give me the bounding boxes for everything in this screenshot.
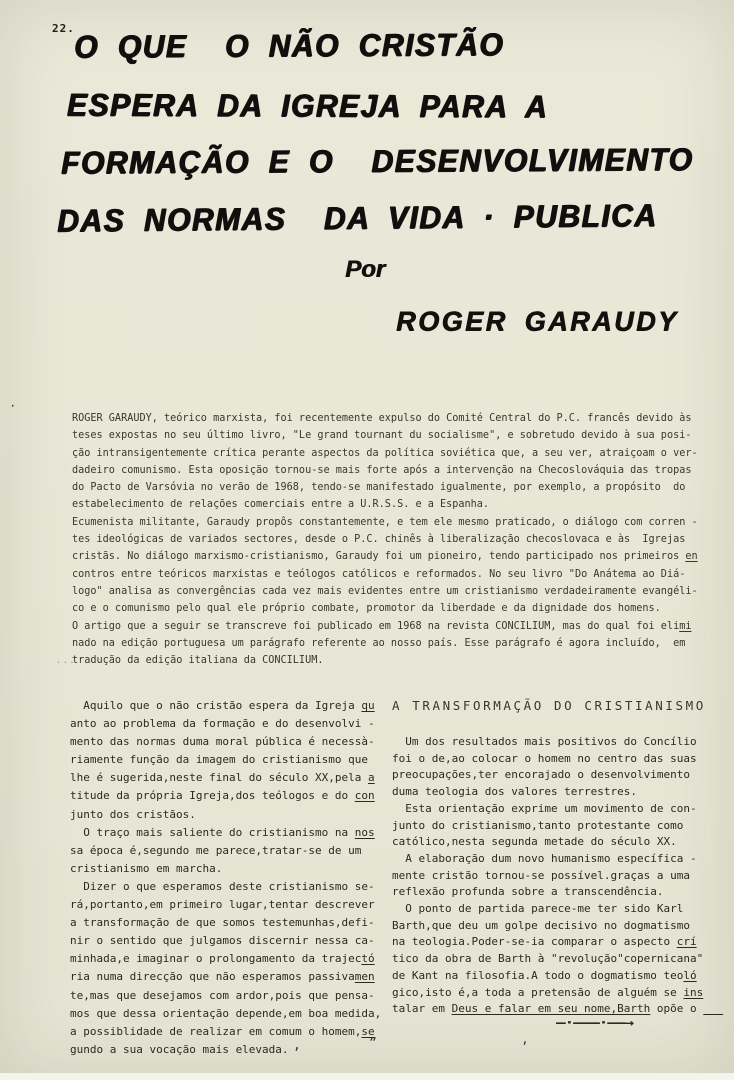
dashed-arrow-icon: —·———·——→ [556,1016,633,1031]
title-line-3: FORMAÇÃO E O DESENVOLVIMENTO [61,142,694,181]
text-line: logo" analisa as convergências cada vez mais evidentes entre um cristianismo verdadeiramente evangéli- [72,585,698,597]
body-column-left [70,697,385,1059]
text-line: ROGER GARAUDY, teórico marxista, foi recentemente expulso do Comité Central do P.C. francês devido às [72,413,692,424]
text-line: duma teologia dos valores terrestres. [392,785,638,799]
author-bio-paragraph [72,410,717,669]
text-line: nado na edição portuguesa um parágrafo referente ao nosso país. Esse parágrafo é agora incluído, em [72,637,686,649]
text-line: dadeiro comunismo. Esta oposição tornou-se mais forte após a intervenção na Checoslováquia das tropas [72,464,692,476]
text-line: junto do cristianismo,tanto protestante como [392,818,684,832]
text-line: a transformação de que somos testemunhas,defi- [70,916,375,930]
author-name: ROGER GARAUDY [396,305,679,337]
text-line: tes ideológicas de variados sectores, desde o P.C. chinês à liberalização checoslovaca e às Igrejas [72,534,686,546]
text-line: minhada,e imaginar o prolongamento da trajectó [70,952,375,966]
text-line: na teologia.Poder-se-ia comparar o aspecto crí [392,935,697,949]
text-line: contros entre teóricos marxistas e teólogos católicos e reformados. No seu livro "Do Anátema ao Diá- [72,568,686,580]
text-line: rá,portanto,em primeiro lugar,tentar descrever [70,898,375,912]
text-line: O ponto de partida parece-me ter sido Karl [392,902,684,916]
title-line-2: ESPERA DA IGREJA PARA A [66,88,549,125]
text-line: de Kant na filosofia.A todo o dogmatismo teoló [392,968,697,982]
text-line: mos que dessa orientação depende,em boa medida, [70,1006,382,1020]
text-line: Barth,que deu um golpe decisivo no dogmatismo [392,918,691,932]
text-line: preocupações,ter encorajado o desenvolvimento [392,768,691,782]
text-line: te,mas que desejamos com ardor,pois que pensa- [70,988,375,1002]
text-line: tradução da edição italiana da CONCILIUM. [72,655,324,667]
text-line: teses expostas no seu último livro, "Le grand tournant du socialisme", e sobretudo devido à sua posi- [72,430,692,442]
text-line: cristãs. No diálogo marxismo-cristianismo, Garaudy foi um pioneiro, tendo participado nos primeiros en [72,551,698,563]
text-line: tico da obra de Barth à "revolução"copernicana" [392,952,704,966]
scan-artifact-comma: , [293,1038,301,1053]
text-line: cristianismo em marcha. [70,861,223,875]
scan-artifact-dot: · [10,402,16,412]
scan-artifact-smudge: ··· [56,658,77,667]
section-heading: A TRANSFORMAÇÃO DO CRISTIANISMO [392,698,706,713]
text-line: titude da própria Igreja,dos teólogos e do con [70,789,375,803]
text-line: gundo a sua vocação mais elevada. [70,1042,289,1056]
text-line: talar em Deus e falar em seu nome,Barth opõe o [392,1002,704,1016]
byline-prefix: Por [345,256,386,283]
scan-edge-strip [0,1073,734,1080]
text-line: ção intransigentemente crítica perante aspectos da política soviética que, a seu ver, atraiçoam o ver- [72,447,698,459]
text-line: O traço mais saliente do cristianismo na nos [70,825,375,839]
text-line: Esta orientação exprime um movimento de con- [392,801,697,815]
text-line: Um dos resultados mais positivos do Concílio [392,735,697,748]
text-line: estabelecimento de relações comerciais entre a U.R.S.S. e a Espanha. [72,499,490,511]
text-line: reflexão profunda sobre a transcendência. [392,885,664,899]
text-line: junto dos cristãos. [70,807,196,821]
text-line: mento das normas duma moral pública é necessà- [70,735,375,749]
title-line-4: DAS NORMAS DA VIDA · PUBLICA [57,198,658,239]
text-line: do Pacto de Varsóvia no verão de 1968, tendo-se manifestado igualmente, por exemplo, a propósito do [72,482,686,494]
text-line: católico,nesta segunda metade do século XX. [392,835,677,849]
text-line: lhe é sugerida,neste final do século XX,pela a [70,771,375,785]
text-line: nir o sentido que julgamos discernir nessa ca- [70,934,375,948]
text-line: foi o de,ao colocar o homem no centro das suas [392,751,697,765]
text-line: anto ao problema da formação e do desenvolvi - [70,717,375,731]
title-line-1: O QUE O NÃO CRISTÃO [74,27,505,65]
text-line: Aquilo que o não cristão espera da Igreja qu [70,699,375,712]
text-line: Ecumenista militante, Garaudy propôs constantemente, e tem ele mesmo praticado, o diálogo com corren - [72,516,698,528]
body-column-right [392,698,727,1018]
text-line: sa época é,segundo me parece,tratar-se de um [70,843,362,857]
scan-artifact-tick: ʼ [521,1040,529,1054]
text-line: riamente função da imagem do cristianismo que [70,753,369,767]
text-line: O artigo que a seguir se transcreve foi publicado em 1968 na revista CONCILIUM, mas do qual foi elimi [72,620,692,632]
text-line: ria numa direcção que não esperamos passivamen [70,970,375,984]
text-line: mente cristão tornou-se possível.graças a uma [392,868,691,882]
page-number: 22. [52,22,75,35]
text-line: gico,isto é,a toda a pretensão de alguém se ins [392,985,704,999]
text-line: co e o comunismo pelo qual ele próprio combate, promotor da liberdade e da dignidade dos homens. [72,603,661,615]
text-line: A elaboração dum novo humanismo específica - [392,851,697,865]
scan-artifact-quote: ” [369,1036,377,1051]
body-column-right-text [392,734,727,1018]
text-line: Dizer o que esperamos deste cristianismo se- [70,879,375,893]
text-line: a possiblidade de realizar em comum o homem,se [70,1024,375,1038]
